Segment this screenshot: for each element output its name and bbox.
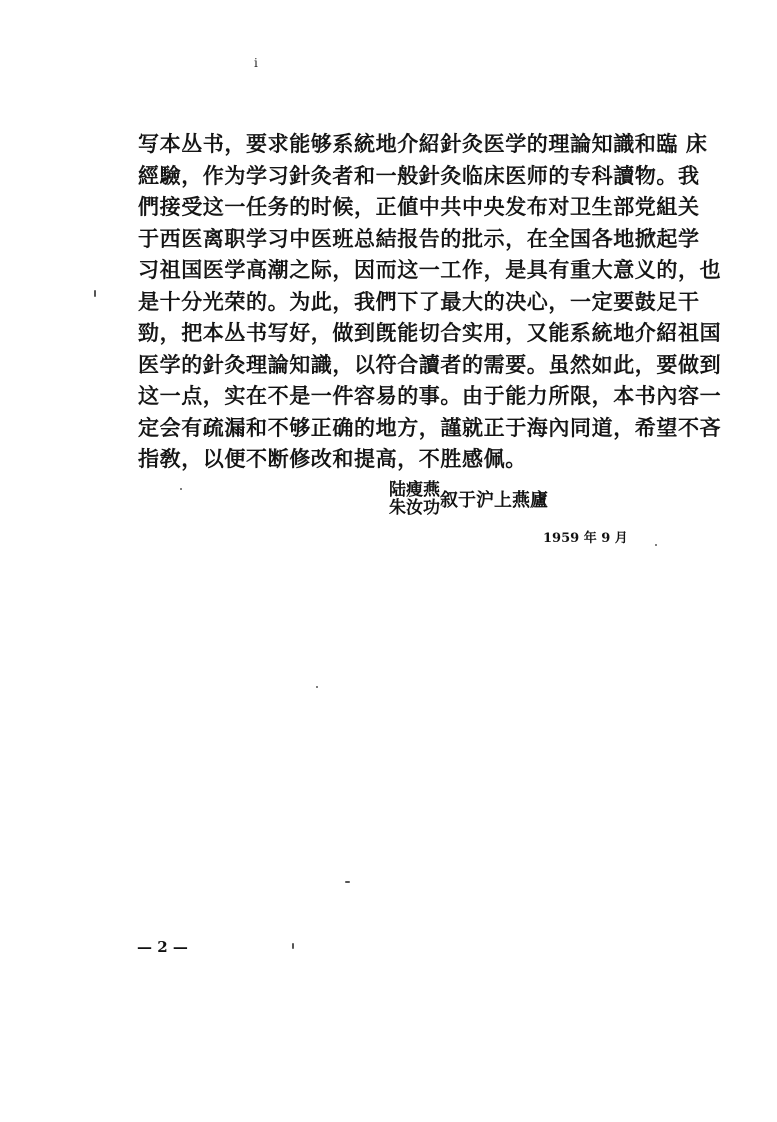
signature-place: 叙于沪上燕廬: [440, 490, 548, 511]
page-number: — 2 —: [137, 938, 188, 956]
text-line: 指敎，以便不断修改和提高，不胜感佩。: [138, 446, 527, 471]
scan-speck: [180, 488, 182, 490]
scan-speck: [292, 943, 294, 949]
text-line: 定会有疏漏和不够正确的地方，謹就正于海內同道，希望不吝: [138, 414, 722, 440]
scan-speck: [94, 290, 96, 297]
preface-paragraph: [138, 128, 722, 475]
text-line: 医学的針灸理論知識，以符合讀者的需要。虽然如此，要做到: [138, 351, 722, 377]
text-line: 于西医离职学习中医班总結报告的批示，在全国各地掀起学: [138, 225, 700, 251]
scan-speck: [345, 881, 350, 883]
date: 1959 年 9 月: [543, 531, 628, 546]
text-line: 这一点，实在不是一件容易的事。由于能力所限，本书內容一: [138, 383, 722, 408]
text-line: 們接受这一任务的时候，正値中共中央发布对卫生部党組关: [138, 194, 700, 219]
scan-speck: [655, 544, 657, 546]
text-line: 勁，把本丛书写好，做到旣能切合实用，又能系統地介紹祖国: [138, 320, 722, 345]
author-1: 陆瘦燕: [389, 480, 440, 500]
text-line: 写本丛书，要求能够系統地介紹針灸医学的理論知識和臨 床: [138, 131, 708, 156]
text-line: 經驗，作为学习針灸者和一般針灸临床医师的专科讀物。我: [138, 162, 700, 188]
scan-speck: [316, 686, 318, 688]
signature: [389, 481, 548, 517]
author-2: 朱汝功: [389, 498, 440, 518]
text-line: 习祖国医学高潮之际，因而这一工作，是具有重大意义的，也: [138, 257, 722, 282]
text-line: 是十分光荣的。为此，我們下了最大的决心，一定要鼓足干: [138, 288, 700, 314]
author-names: [389, 481, 440, 517]
top-mark: ⅰ: [254, 56, 258, 70]
